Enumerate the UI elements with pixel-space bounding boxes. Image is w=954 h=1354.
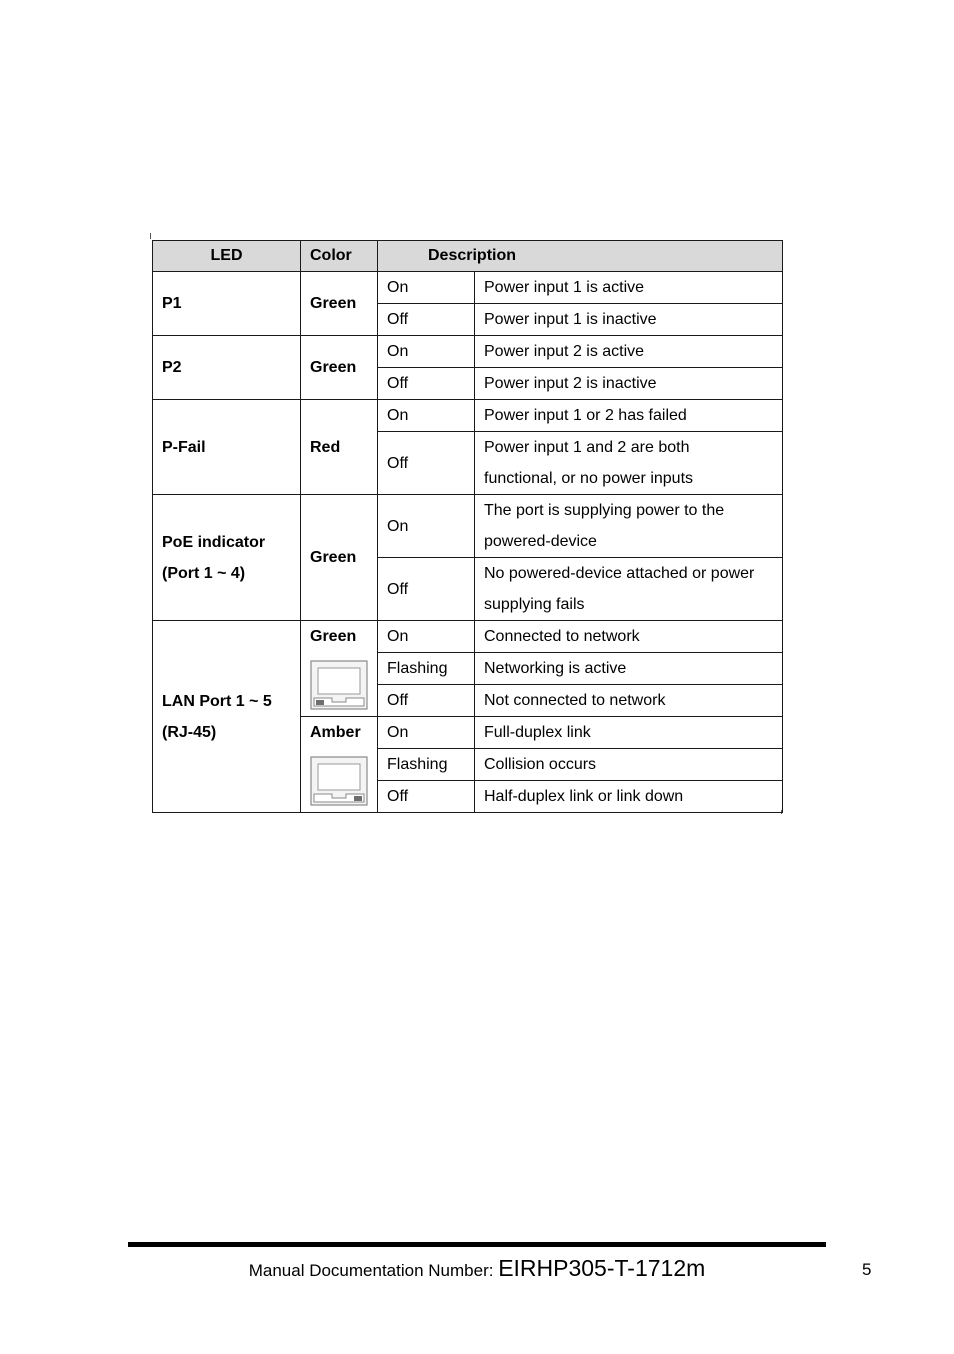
led-description-line: supplying fails: [484, 596, 585, 613]
rj45-amber-led-icon: [310, 756, 368, 806]
header-color: Color: [301, 241, 378, 272]
led-state: On: [378, 400, 475, 432]
led-description: Power input 1 or 2 has failed: [475, 400, 783, 432]
table-row: [153, 400, 783, 432]
led-description: [475, 558, 783, 621]
led-description-line: Power input 1 and 2 are both: [484, 439, 690, 456]
led-state: On: [378, 495, 475, 558]
led-state: Off: [378, 685, 475, 717]
led-state: Off: [378, 432, 475, 495]
led-name-pfail: P-Fail: [153, 400, 301, 495]
led-state: On: [378, 621, 475, 653]
led-state: Off: [378, 558, 475, 621]
led-name-p1: P1: [153, 272, 301, 336]
table-row: [153, 336, 783, 368]
table-row: [153, 495, 783, 558]
led-name-poe: [153, 495, 301, 621]
led-name-line: LAN Port 1 ~ 5: [162, 692, 272, 710]
led-description: Not connected to network: [475, 685, 783, 717]
led-description: [475, 432, 783, 495]
led-name-p2: P2: [153, 336, 301, 400]
led-description: Power input 1 is active: [475, 272, 783, 304]
table-row: [153, 272, 783, 304]
led-name-lan: [153, 621, 301, 813]
led-description: Full-duplex link: [475, 717, 783, 749]
led-description: Collision occurs: [475, 749, 783, 781]
led-name-line: (RJ-45): [162, 723, 217, 741]
led-state: On: [378, 272, 475, 304]
table-corner-mark-top: [150, 233, 151, 239]
led-indicator-table: [152, 240, 783, 813]
rj45-green-led-icon: [310, 660, 368, 710]
led-description: Power input 1 is inactive: [475, 304, 783, 336]
led-state: On: [378, 336, 475, 368]
table-header-row: [153, 241, 783, 272]
footer-label: Manual Documentation Number:: [248, 1261, 499, 1280]
led-description: Power input 2 is active: [475, 336, 783, 368]
footer-rule: [128, 1242, 826, 1247]
led-color-label: Green: [310, 628, 357, 645]
footer-doc-number: [0, 1255, 954, 1282]
table-row: [153, 621, 783, 653]
footer-doc-id: EIRHP305-T-1712m: [498, 1255, 706, 1281]
led-state: Flashing: [378, 749, 475, 781]
led-description: Connected to network: [475, 621, 783, 653]
led-color-lan-amber: [301, 717, 378, 813]
led-color-pfail: Red: [301, 400, 378, 495]
led-state: Flashing: [378, 653, 475, 685]
led-state: Off: [378, 304, 475, 336]
led-description: Power input 2 is inactive: [475, 368, 783, 400]
led-description: Networking is active: [475, 653, 783, 685]
led-state: Off: [378, 368, 475, 400]
led-description: [475, 495, 783, 558]
led-state: Off: [378, 781, 475, 813]
led-description-line: No powered-device attached or power: [484, 565, 755, 582]
led-color-p1: Green: [301, 272, 378, 336]
led-description: Half-duplex link or link down: [475, 781, 783, 813]
page-number: 5: [862, 1260, 872, 1279]
led-description-line: functional, or no power inputs: [484, 470, 694, 487]
led-name-line: PoE indicator: [162, 533, 266, 551]
led-color-lan-green: [301, 621, 378, 717]
led-description-line: powered-device: [484, 533, 597, 550]
led-name-line: (Port 1 ~ 4): [162, 564, 246, 582]
led-color-p2: Green: [301, 336, 378, 400]
header-led: LED: [153, 241, 301, 272]
header-description: Description: [378, 241, 783, 272]
led-color-label: Amber: [310, 724, 361, 741]
led-description-line: The port is supplying power to the: [484, 502, 725, 519]
led-state: On: [378, 717, 475, 749]
led-color-poe: Green: [301, 495, 378, 621]
